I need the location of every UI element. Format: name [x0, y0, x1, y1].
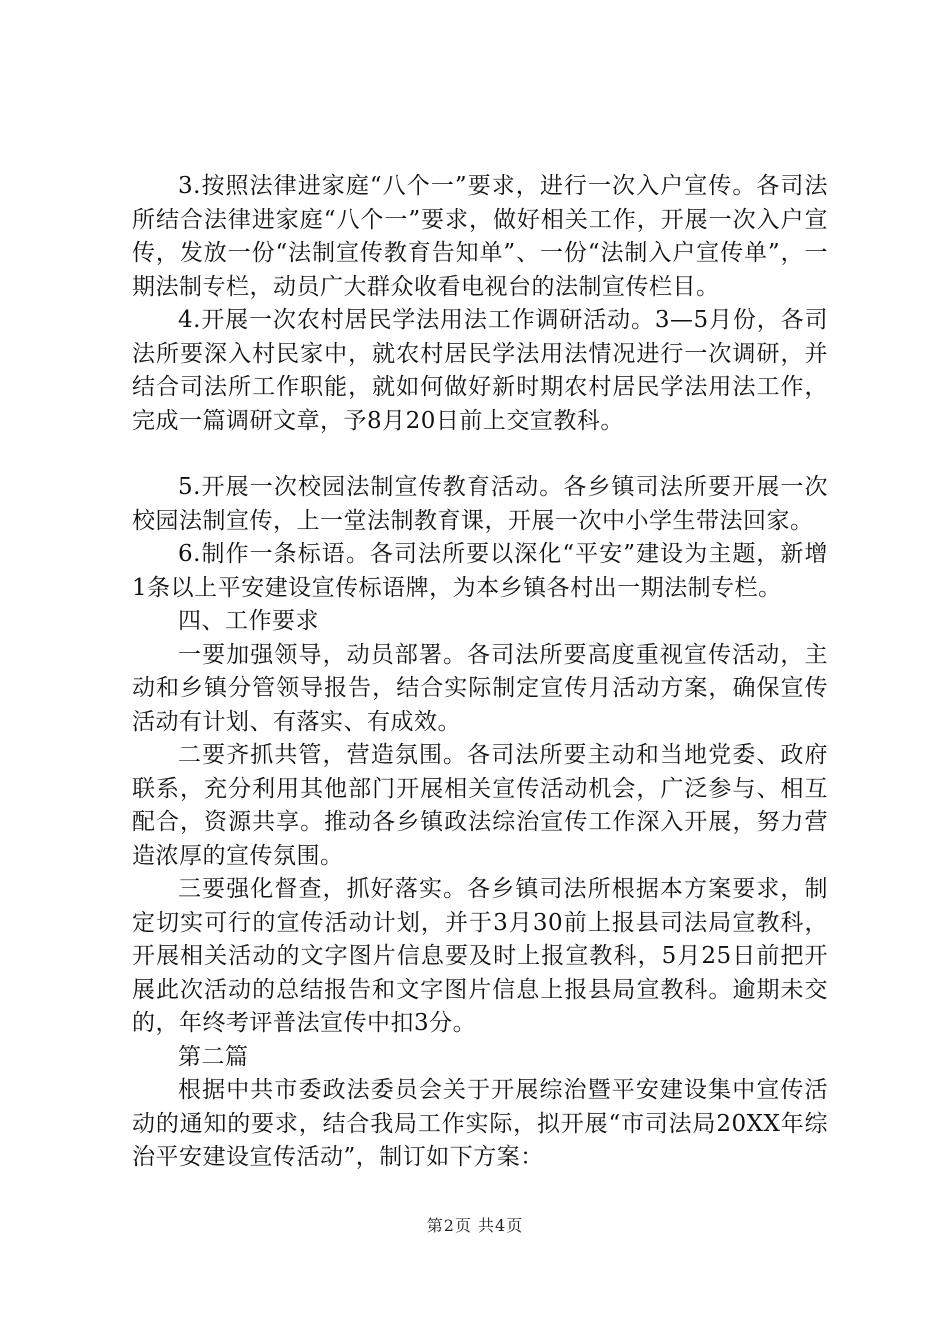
- paragraph-item-6: 6.制作一条标语。各司法所要以深化“平安”建设为主题，新增1条以上平安建设宣传标语牌，为本乡镇各村出一期法制专栏。: [132, 541, 828, 601]
- paragraph-requirement-3: 三要强化督查，抓好落实。各乡镇司法所根据本方案要求，制定切实可行的宣传活动计划，并于3月30前上报县司法局宣教科，开展相关活动的文字图片信息要及时上报宣教科，5月25日前把开展此次活动的总结报告和文字图片信息上报县局宣教科。逾期未交的，年终考评普法宣传中扣3分。: [132, 876, 828, 1036]
- section-heading-work-requirements: 四、工作要求: [178, 608, 319, 634]
- paragraph-item-3: 3.按照法律进家庭“八个一”要求，进行一次入户宣传。各司法所结合法律进家庭“八个一”要求，做好相关工作，开展一次入户宣传，发放一份“法制宣传教育告知单”、一份“法制入户宣传单”，一期法制专栏，动员广大群众收看电视台的法制宣传栏目。: [132, 173, 828, 300]
- paragraph-part-two-intro: 根据中共市委政法委员会关于开展综治暨平安建设集中宣传活动的通知的要求，结合我局工作实际，拟开展“市司法局20XX年综治平安建设宣传活动”，制订如下方案：: [132, 1077, 828, 1170]
- section-heading-part-two: 第二篇: [178, 1043, 249, 1070]
- paragraph-requirement-1: 一要加强领导，动员部署。各司法所要高度重视宣传活动，主动和乡镇分管领导报告，结合实际制定宣传月活动方案，确保宣传活动有计划、有落实、有成效。: [132, 641, 828, 735]
- paragraph-requirement-2: 二要齐抓共管，营造氛围。各司法所要主动和当地党委、政府联系，充分利用其他部门开展相关宣传活动机会，广泛参与、相互配合，资源共享。推动各乡镇政法综治宣传工作深入开展，努力营造浓厚的宣传氛围。: [132, 742, 828, 869]
- paragraph-item-5: 5.开展一次校园法制宣传教育活动。各乡镇司法所要开展一次校园法制宣传，上一堂法制教育课，开展一次中小学生带法回家。: [132, 474, 828, 534]
- page-number-footer: 第2页 共4页: [426, 1216, 524, 1235]
- document-body: [132, 170, 828, 1175]
- paragraph-item-4: 4.开展一次农村居民学法用法工作调研活动。3—5月份，各司法所要深入村民家中，就农村居民学法用法情况进行一次调研，并结合司法所工作职能，就如何做好新时期农村居民学法用法工作，完成一篇调研文章，予8月20日前上交宣教科。: [132, 307, 828, 434]
